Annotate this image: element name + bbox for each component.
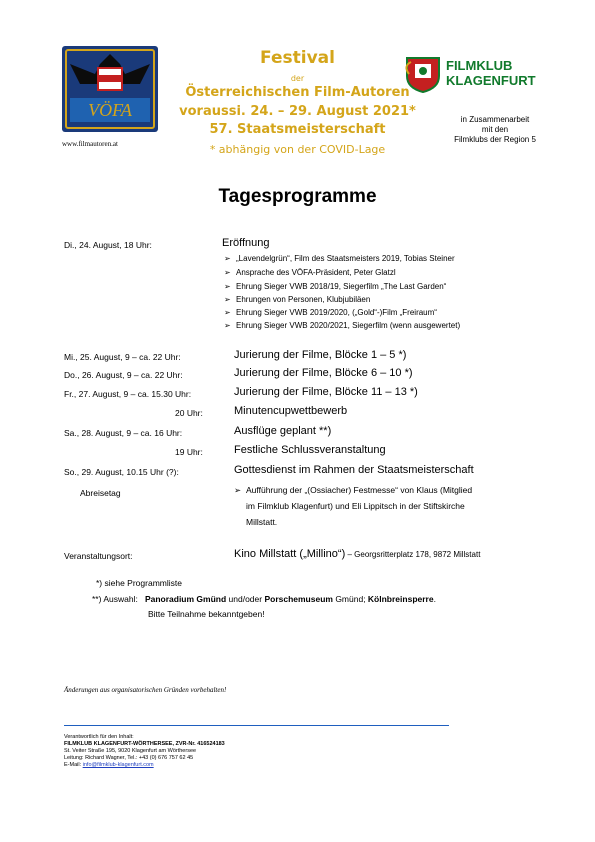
venue-address: – Georgsritterplatz 178, 9872 Millstatt xyxy=(345,550,481,559)
footer xyxy=(64,734,225,769)
note-2 xyxy=(92,594,436,604)
schedule-event: Jurierung der Filme, Blöcke 11 – 13 *) xyxy=(234,386,418,398)
filmklub-crest-icon xyxy=(403,54,443,94)
schedule-event: Minutencupwettbewerb xyxy=(234,405,348,417)
list-item: ➢ Ansprache des VÖFA-Präsident, Peter Glatzl xyxy=(224,268,396,277)
schedule-date: 20 Uhr: xyxy=(175,408,203,418)
schedule-event: Jurierung der Filme, Blöcke 1 – 5 *) xyxy=(234,349,407,361)
schedule-date: Mi., 25. August, 9 – ca. 22 Uhr: xyxy=(64,352,181,362)
departure-label: Abreisetag xyxy=(80,488,121,498)
schedule-date: 19 Uhr: xyxy=(175,447,203,457)
day1-event: Eröffnung xyxy=(222,237,270,249)
festival-title: Festival xyxy=(260,48,335,68)
service-note-line1: Aufführung der „(Ossiacher) Festmesse“ von Klaus (Mitglied xyxy=(246,485,473,495)
arrow-bullet-icon: ➢ xyxy=(224,282,231,291)
note-2-prefix: **) Auswahl: xyxy=(92,594,138,604)
footer-line1: Verantwortlich für den Inhalt: xyxy=(64,734,134,740)
disclaimer: Änderungen aus organisatorischen Gründen vorbehalten! xyxy=(64,686,227,694)
venue-label: Veranstaltungsort: xyxy=(64,551,133,561)
coop-line3: Filmklubs der Region 5 xyxy=(454,135,536,144)
coop-line1: in Zusammenarbeit xyxy=(460,115,530,124)
footer-line4: Leitung: Richard Wagner, Tel.: +43 (0) 676 757 62 45 xyxy=(64,755,194,761)
footer-divider xyxy=(64,725,449,726)
filmklub-name xyxy=(446,58,536,88)
venue xyxy=(234,548,480,560)
schedule-event: Festliche Schlussveranstaltung xyxy=(234,444,386,456)
festival-der: der xyxy=(290,74,305,83)
vofa-logo xyxy=(60,44,160,134)
schedule-event: Ausflüge geplant **) xyxy=(234,425,332,437)
note-3: Bitte Teilnahme bekanntgeben! xyxy=(148,609,265,619)
schedule-date: Fr., 27. August, 9 – ca. 15.30 Uhr: xyxy=(64,389,192,399)
festival-dates: voraussi. 24. – 29. August 2021* xyxy=(179,104,416,119)
email-label: E-Mail: xyxy=(64,762,83,768)
schedule-date: Sa., 28. August, 9 – ca. 16 Uhr: xyxy=(64,428,183,438)
note-2-end: . xyxy=(433,594,436,604)
service-note xyxy=(234,482,473,530)
email-link[interactable]: info@filmklub-klagenfurt.com xyxy=(82,762,154,768)
service-note-line2: im Filmklub Klagenfurt) und Eli Lippitsch in der Stiftskirche xyxy=(246,501,465,511)
vofa-logo-text: VÖFA xyxy=(88,100,132,120)
schedule-date: So., 29. August, 10.15 Uhr (?): xyxy=(64,467,179,477)
venue-name: Kino Millstatt („Millino“) xyxy=(234,548,346,560)
arrow-bullet-icon: ➢ xyxy=(234,485,242,495)
filmklub-name-line2: KLAGENFURT xyxy=(446,73,536,88)
arrow-bullet-icon: ➢ xyxy=(224,254,231,263)
list-item: ➢ Ehrung Sieger VWB 2018/19, Siegerfilm „The Last Garden“ xyxy=(224,282,447,291)
service-note-line3: Millstatt. xyxy=(246,517,278,527)
coop-line2: mit den xyxy=(481,125,509,134)
footer-line2: FILMKLUB KLAGENFURT-WÖRTHERSEE, ZVR-Nr. 416524183 xyxy=(64,741,225,747)
footer-line3: St. Veiter Straße 195, 9020 Klagenfurt am Wörthersee xyxy=(64,748,197,754)
note-2-panoradium: Panoradium Gmünd xyxy=(144,594,227,604)
arrow-bullet-icon: ➢ xyxy=(224,321,231,330)
arrow-bullet-icon: ➢ xyxy=(224,308,231,317)
page-title: Tagesprogramme xyxy=(218,186,377,207)
vofa-url[interactable]: www.filmautoren.at xyxy=(62,140,118,148)
schedule-event: Jurierung der Filme, Blöcke 6 – 10 *) xyxy=(234,367,413,379)
list-item: ➢ Ehrungen von Personen, Klubjubiläen xyxy=(224,295,371,304)
note-2-porsche: Porschemuseum xyxy=(264,594,333,604)
note-2-and: und/oder xyxy=(226,594,265,604)
festival-championship: 57. Staatsmeisterschaft xyxy=(209,122,386,137)
schedule-date: Do., 26. August, 9 – ca. 22 Uhr: xyxy=(64,370,183,380)
cooperation-note xyxy=(435,115,555,145)
list-item: ➢ „Lavendelgrün“, Film des Staatsmeisters 2019, Tobias Steiner xyxy=(224,254,455,263)
festival-subtitle: Österreichischen Film-Autoren xyxy=(185,85,410,100)
filmklub-name-line1: FILMKLUB xyxy=(446,58,513,73)
list-item: ➢ Ehrung Sieger VWB 2019/2020, („Gold“-)Film „Freiraum“ xyxy=(224,308,437,317)
list-item: ➢ Ehrung Sieger VWB 2020/2021, Siegerfilm (wenn ausgewertet) xyxy=(224,321,461,330)
note-2-koelnbrein: Kölnbreinsperre xyxy=(367,594,434,604)
footer-line5 xyxy=(64,762,225,769)
covid-note: * abhängig von der COVID-Lage xyxy=(209,143,386,156)
schedule-event: Gottesdienst im Rahmen der Staatsmeisterschaft xyxy=(234,464,474,476)
day1-date: Di., 24. August, 18 Uhr: xyxy=(64,240,152,250)
note-2-gmuend: Gmünd; xyxy=(332,594,368,604)
arrow-bullet-icon: ➢ xyxy=(224,295,231,304)
note-1: *) siehe Programmliste xyxy=(96,578,182,588)
arrow-bullet-icon: ➢ xyxy=(224,268,231,277)
